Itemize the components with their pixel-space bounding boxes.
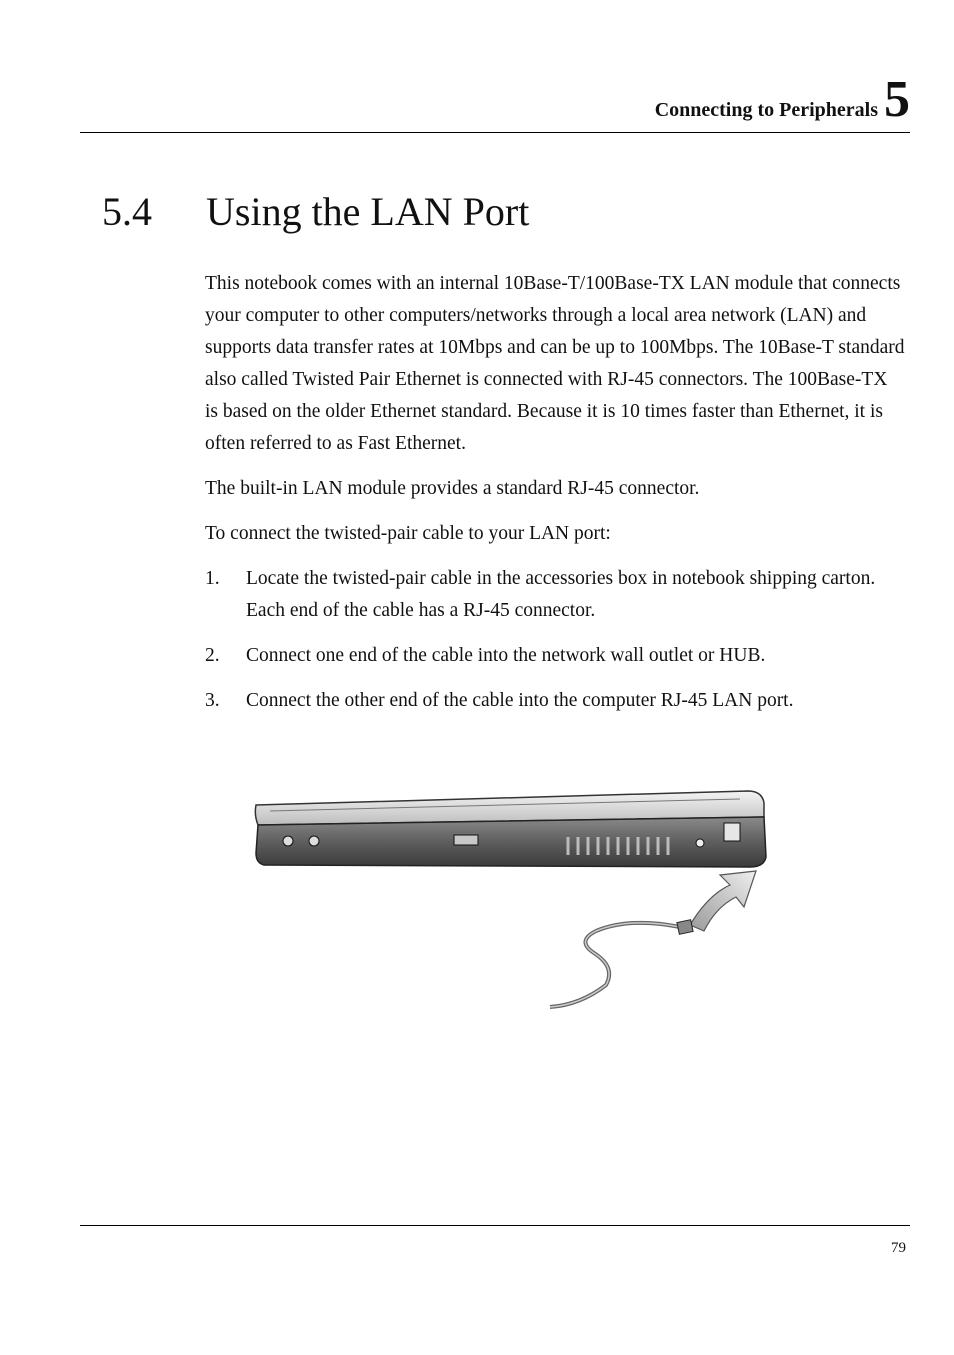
step-number: 2. <box>205 645 220 666</box>
step-text: Connect the other end of the cable into the computer RJ-45 LAN port. <box>246 690 794 711</box>
steps-list <box>205 563 905 717</box>
step-number: 3. <box>205 690 220 711</box>
page-number: 79 <box>891 1240 906 1256</box>
paragraph-instructions: To connect the twisted-pair cable to your LAN port: <box>205 523 611 544</box>
section-heading <box>102 188 529 235</box>
chapter-number: 5 <box>884 71 910 128</box>
paragraph-intro: This notebook comes with an internal 10Base-T/100Base-TX LAN module that connects your computer to other computers/networks through a local area network (LAN) and supports data transfer rates at 10Mbps and can be up to 100Mbps. The 10Base-T standard also called Twisted Pair Ethernet is connected with RJ-45 connectors. The 100Base-TX is based on the older Ethernet standard. Because it is 10 times faster than Ethernet, it is often referred to as Fast Ethernet. <box>205 273 905 454</box>
step-text: Locate the twisted-pair cable in the accessories box in notebook shipping carton. Each end of the cable has a RJ-45 connector. <box>246 568 876 621</box>
page-header <box>80 70 910 133</box>
notebook-side-view-icon <box>250 785 770 1015</box>
list-item <box>205 685 905 717</box>
header-text <box>654 71 910 128</box>
paragraph-connector: The built-in LAN module provides a standard RJ-45 connector. <box>205 478 700 499</box>
list-item <box>205 563 905 627</box>
body-text <box>205 268 905 730</box>
step-number: 1. <box>205 568 220 589</box>
footer-rule <box>80 1225 910 1226</box>
list-item <box>205 640 905 672</box>
lan-port-illustration <box>250 785 770 1015</box>
section-title: Using the LAN Port <box>206 189 530 234</box>
chapter-title: Connecting to Peripherals <box>654 99 878 121</box>
step-text: Connect one end of the cable into the network wall outlet or HUB. <box>246 645 766 666</box>
section-number: 5.4 <box>102 189 152 234</box>
